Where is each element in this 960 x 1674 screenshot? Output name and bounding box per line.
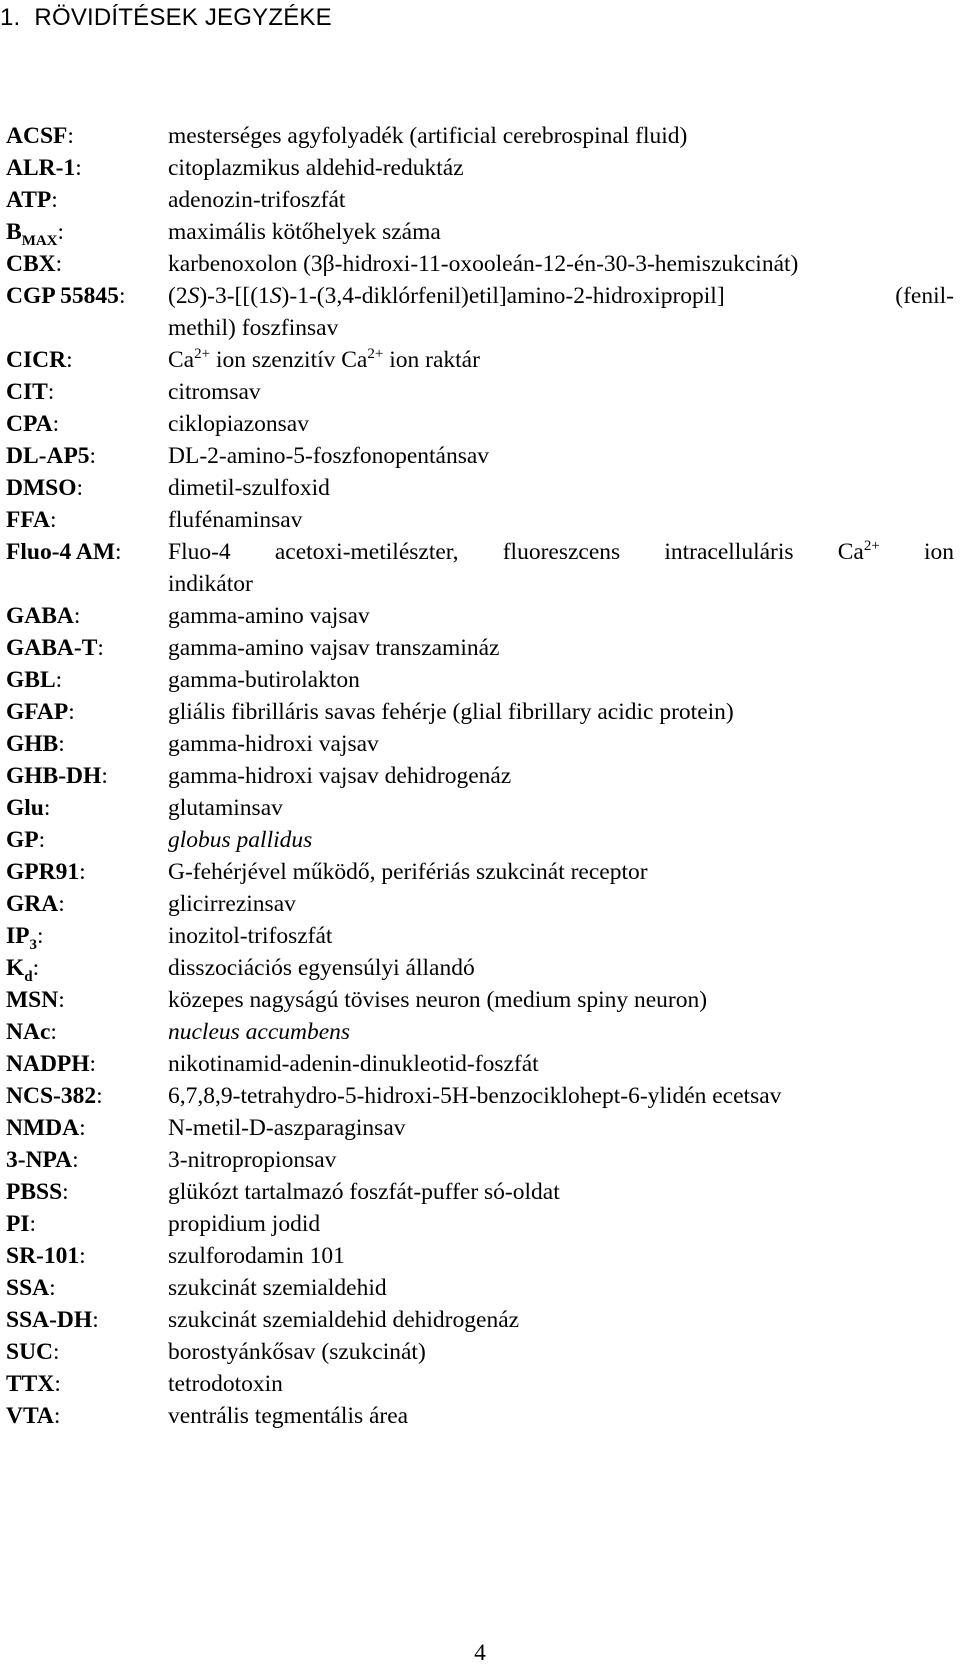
definition: flufénaminsav [168,507,303,533]
list-item [6,952,954,984]
abbreviation-text: B [6,219,22,245]
abbreviation-list [6,120,954,1432]
abbreviation-colon: : [52,411,60,437]
definition: N-metil-D-aszparaginsav [168,1115,406,1141]
abbreviation-text: NAc [6,1019,51,1045]
definition [168,824,954,856]
abbreviation [6,248,62,280]
list-item [6,1176,954,1208]
abbreviation-subscript: 3 [29,937,37,953]
definition: maximális kötőhelyek száma [168,219,441,245]
abbreviation [6,984,65,1016]
abbreviation-text: VTA [6,1403,54,1429]
definition: glükózt tartalmazó foszfát-puffer só-oldat [168,1179,560,1205]
list-item [6,440,954,472]
definition: karbenoxolon (3β-hidroxi-11-oxooleán-12-én-30-3-hemiszukcinát) [168,251,799,277]
abbreviation-colon: : [58,891,65,917]
abbreviation-text: FFA [6,507,50,533]
abbreviation [6,1240,86,1272]
definition [168,280,954,312]
abbreviation [6,728,65,760]
definition: közepes nagyságú tövises neuron (medium spiny neuron) [168,987,708,1013]
list-item [6,888,954,920]
abbreviation-text: CICR [6,347,67,373]
list-item [6,1336,954,1368]
list-item [6,632,954,664]
definition: gamma-amino vajsav [168,603,370,629]
abbreviation-colon: : [37,923,44,949]
abbreviation [6,1304,99,1336]
definition: borostyánkősav (szukcinát) [168,1339,426,1365]
list-item [6,120,954,152]
list-item [6,824,954,856]
abbreviation-colon: : [66,347,73,373]
list-item [6,792,954,824]
abbreviation [6,344,73,376]
definition: propidium jodid [168,1211,321,1237]
definition [168,536,954,568]
abbreviation-colon: : [50,1019,57,1045]
definition: dimetil-szulfoxid [168,475,330,501]
abbreviation-colon: : [53,1403,61,1429]
abbreviation [6,888,65,920]
abbreviation [6,536,122,568]
list-item [6,856,954,888]
abbreviation [6,792,50,824]
definition-part: )-1-(3,4-diklórfenil)etil]amino-2-hidroxipropil] (fenil- [281,283,954,309]
definition-line-2: indikátor [168,571,253,597]
definition: G-fehérjével működő, perifériás szukcinát receptor [168,859,648,885]
definition-italic: S [187,283,200,309]
definition-line-1 [168,536,954,568]
definition-italic: S [269,283,282,309]
abbreviation-text: IP [6,923,30,949]
definition [168,344,954,376]
abbreviation-colon: : [97,635,104,661]
abbreviation-text: K [6,955,25,981]
abbreviation [6,1176,69,1208]
definition: gliális fibrilláris savas fehérje (glial fibrillary acidic protein) [168,699,734,725]
list-item [6,760,954,792]
abbreviation-colon: : [47,379,55,405]
abbreviation-text: NADPH [6,1051,90,1077]
definition: citromsav [168,379,261,405]
superscript: 2+ [194,346,211,362]
abbreviation-colon: : [115,539,122,565]
abbreviation-colon: : [72,1147,79,1173]
definition: inozitol-trifoszfát [168,923,333,949]
abbreviation-colon: : [76,475,84,501]
abbreviation [6,280,125,312]
definition: gamma-hidroxi vajsav [168,731,379,757]
abbreviation-colon: : [75,155,82,181]
abbreviation [6,120,74,152]
list-item [6,472,954,504]
definition: gamma-hidroxi vajsav dehidrogenáz [168,763,512,789]
abbreviation-text: DMSO [6,475,77,501]
abbreviation-text: SSA-DH [6,1307,93,1333]
abbreviation [6,1272,56,1304]
abbreviation-text: GPR91 [6,859,80,885]
superscript: 2+ [863,538,880,554]
abbreviation [6,1112,86,1144]
definition [168,1016,954,1048]
list-item [6,600,954,632]
definition: tetrodotoxin [168,1371,283,1397]
list-item [6,1400,954,1432]
abbreviation-colon: : [51,187,58,213]
definition: citoplazmikus aldehid-reduktáz [168,155,464,181]
list-item [6,1272,954,1304]
abbreviation-colon: : [68,699,75,725]
list-item [6,216,954,248]
abbreviation-text: CBX [6,251,56,277]
abbreviation [6,184,58,216]
abbreviation-colon: : [89,1051,97,1077]
list-item [6,184,954,216]
abbreviation [6,216,64,251]
abbreviation [6,1336,60,1368]
abbreviation-text: SSA [6,1275,50,1301]
abbreviation [6,952,39,987]
abbreviation-colon: : [79,859,86,885]
definition: nikotinamid-adenin-dinukleotid-foszfát [168,1051,539,1077]
list-item [6,984,954,1016]
list-item [6,1112,954,1144]
definition-part: ion szenzitív Ca [210,347,368,373]
page-number: 4 [474,1640,486,1666]
abbreviation [6,1368,61,1400]
definition-italic: nucleus accumbens [168,1019,351,1045]
definition: glutaminsav [168,795,283,821]
abbreviation-colon: : [89,443,97,469]
abbreviation [6,472,83,504]
abbreviation-colon: : [96,1083,103,1109]
abbreviation-colon: : [101,763,108,789]
list-item [6,152,954,184]
abbreviation [6,1016,57,1048]
abbreviation-colon: : [57,219,65,245]
abbreviation-subscript: MAX [21,233,58,249]
abbreviation-colon: : [43,795,51,821]
section-title: RÖVIDÍTÉSEK JEGYZÉKE [34,4,332,31]
list-item [6,1368,954,1400]
list-item [6,728,954,760]
abbreviation [6,824,45,856]
abbreviation [6,1208,36,1240]
definition-part: ion [879,539,954,565]
abbreviation-text: CIT [6,379,48,405]
abbreviation-text: GBL [6,667,56,693]
abbreviation-colon: : [53,1339,60,1365]
definition-line-1 [168,347,480,373]
definition: gamma-amino vajsav transzamináz [168,635,500,661]
list-item [6,1016,954,1048]
list-item [6,1144,954,1176]
abbreviation [6,376,54,408]
abbreviation [6,1400,60,1432]
list-item [6,664,954,696]
abbreviation [6,632,104,664]
abbreviation-colon: : [55,251,63,277]
definition: ciklopiazonsav [168,411,309,437]
abbreviation-text: GFAP [6,699,69,725]
definition: 6,7,8,9-tetrahydro-5-hidroxi-5H-benzociklohept-6-ylidén ecetsav [168,1083,782,1109]
abbreviation-colon: : [62,1179,69,1205]
abbreviation-colon: : [32,955,40,981]
abbreviation-text: GHB-DH [6,763,102,789]
abbreviation-text: DL-AP5 [6,443,90,469]
abbreviation-colon: : [79,1243,86,1269]
definition: glicirrezinsav [168,891,296,917]
abbreviation-text: ATP [6,187,52,213]
abbreviation-colon: : [67,123,74,149]
abbreviation [6,760,108,792]
definition: gamma-butirolakton [168,667,360,693]
list-item [6,920,954,952]
abbreviation [6,152,82,184]
definition: szukcinát szemialdehid [168,1275,387,1301]
list-item [6,696,954,728]
abbreviation [6,1144,79,1176]
abbreviation-colon: : [92,1307,99,1333]
definition-part: (2 [168,283,188,309]
abbreviation-colon: : [79,1115,86,1141]
abbreviation [6,856,86,888]
abbreviation-text: NCS-382 [6,1083,97,1109]
abbreviation-text: ACSF [6,123,68,149]
abbreviation-text: GABA-T [6,635,98,661]
abbreviation [6,664,62,696]
list-item [6,344,954,376]
abbreviation-text: PBSS [6,1179,63,1205]
list-item [6,536,954,600]
abbreviation-text: SUC [6,1339,54,1365]
abbreviation [6,1048,96,1080]
definition-part: ion raktár [383,347,480,373]
abbreviation-text: CGP 55845 [6,283,119,309]
abbreviation-colon: : [118,283,126,309]
abbreviation-colon: : [58,731,65,757]
definition-part: )-3-[[(1 [199,283,270,309]
definition-part: Ca [168,347,195,373]
list-item [6,1208,954,1240]
abbreviation [6,920,44,955]
abbreviation-text: GP [6,827,39,853]
abbreviation-colon: : [58,987,65,1013]
abbreviation-text: GABA [6,603,74,629]
definition-line-1 [168,280,954,312]
abbreviation-text: Glu [6,795,44,821]
abbreviation-text: GRA [6,891,59,917]
definition: mesterséges agyfolyadék (artificial cerebrospinal fluid) [168,123,688,149]
list-item [6,504,954,536]
abbreviation-colon: : [54,1371,61,1397]
definition: adenozin-trifoszfát [168,187,346,213]
abbreviation-colon: : [49,507,57,533]
definition-line-2: methil) foszfinsav [168,315,339,341]
abbreviation-colon: : [29,1211,37,1237]
list-item [6,248,954,280]
section-heading [0,4,332,32]
definition: 3-nitropropionsav [168,1147,337,1173]
abbreviation [6,696,75,728]
abbreviation [6,1080,103,1112]
section-number: 1. [0,4,21,31]
abbreviation-colon: : [73,603,81,629]
abbreviation-text: NMDA [6,1115,80,1141]
abbreviation-text: 3-NPA [6,1147,73,1173]
abbreviation-text: CPA [6,411,53,437]
abbreviation-subscript: d [24,969,33,985]
abbreviation-text: Fluo-4 AM [6,539,116,565]
list-item [6,408,954,440]
abbreviation-colon: : [38,827,46,853]
definition: ventrális tegmentális área [168,1403,409,1429]
definition-part: Fluo-4 acetoxi-metilészter, fluoreszcens intracelluláris Ca [168,539,864,565]
abbreviation-text: TTX [6,1371,55,1397]
abbreviation-colon: : [55,667,63,693]
list-item [6,376,954,408]
list-item [6,1048,954,1080]
list-item [6,280,954,344]
list-item [6,1240,954,1272]
superscript: 2+ [367,346,384,362]
definition: szulforodamin 101 [168,1243,345,1269]
abbreviation [6,600,80,632]
definition: DL-2-amino-5-foszfonopentánsav [168,443,490,469]
abbreviation-text: ALR-1 [6,155,76,181]
abbreviation-text: MSN [6,987,59,1013]
abbreviation-text: GHB [6,731,59,757]
abbreviation-colon: : [49,1275,56,1301]
abbreviation [6,408,59,440]
abbreviation [6,440,96,472]
abbreviation-text: PI [6,1211,30,1237]
definition-italic: globus pallidus [168,827,313,853]
abbreviation [6,504,56,536]
list-item [6,1304,954,1336]
abbreviation-text: SR-101 [6,1243,80,1269]
definition: disszociációs egyensúlyi állandó [168,955,475,981]
list-item [6,1080,954,1112]
definition: szukcinát szemialdehid dehidrogenáz [168,1307,520,1333]
